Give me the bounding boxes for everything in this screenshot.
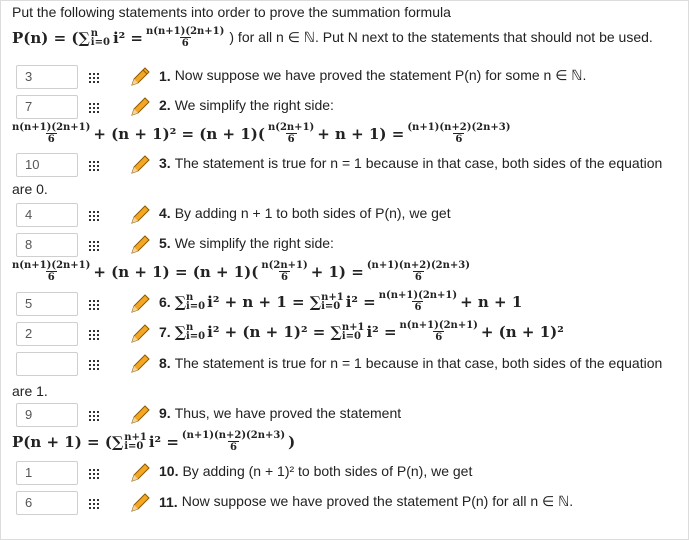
frac-num: n(n+1)(2n+1) <box>12 122 91 133</box>
drag-handle-icon[interactable] <box>89 409 101 421</box>
sum-sup: n <box>185 321 194 333</box>
statement-number: 4. <box>159 205 171 221</box>
statement-number: 10. <box>159 463 179 479</box>
frac-den: 6 <box>287 134 295 145</box>
fraction <box>407 122 510 145</box>
sum-sup: n+1 <box>341 321 365 333</box>
statement-number: 7. <box>159 323 171 340</box>
frac-num: (n+1)(n+2)(2n+3) <box>366 260 470 271</box>
order-input-9[interactable]: 9 <box>16 403 78 427</box>
math-text: + (n + 1)² <box>480 322 564 341</box>
sum-limits <box>186 293 205 311</box>
fraction <box>400 320 478 343</box>
statement-text: Now suppose we have proved the statement P(n) for some n ∈ ℕ. <box>174 67 587 83</box>
formula-sum-sup: n <box>90 27 99 39</box>
fraction <box>261 260 307 283</box>
sum-sup: n+1 <box>124 431 147 443</box>
fraction <box>367 260 470 283</box>
statement-number: 5. <box>159 235 171 251</box>
sum-sub: i=0 <box>185 300 206 312</box>
statement-text: The statement is true for n = 1 because in that case, both sides of the equation <box>174 355 663 371</box>
frac-num: n(n+1)(2n+1) <box>378 290 458 301</box>
math-text: i² = <box>345 292 376 311</box>
math-text: i² = <box>148 432 179 451</box>
frac-num: n(n+1)(2n+1) <box>12 260 91 271</box>
statement-number: 6. <box>159 293 171 310</box>
math-line-9 <box>12 430 295 453</box>
pencil-icon <box>129 353 151 375</box>
sum-limits <box>186 323 205 341</box>
formula-sum-limits <box>91 29 110 47</box>
frac-num: (n+1)(n+2)(2n+3) <box>407 122 511 133</box>
statement-number: 8. <box>159 355 171 371</box>
pencil-icon <box>129 154 151 176</box>
drag-handle-icon[interactable] <box>89 101 101 113</box>
math-text: + 1) = <box>310 262 364 281</box>
order-input-11[interactable]: 6 <box>16 491 78 515</box>
frac-den: 6 <box>47 272 55 283</box>
order-input-2[interactable]: 7 <box>16 95 78 119</box>
statement-text: By adding (n + 1)² to both sides of P(n), we get <box>182 463 473 479</box>
statement-2 <box>159 97 334 113</box>
sum-sub: i=0 <box>124 440 144 452</box>
pencil-icon <box>129 492 151 514</box>
math-text: + n + 1 <box>460 292 523 311</box>
sum-limits <box>124 433 147 451</box>
drag-handle-icon[interactable] <box>89 328 101 340</box>
statement-4 <box>159 205 451 221</box>
formula-lhs: P(n) = (∑ <box>12 28 90 47</box>
frac-den: 6 <box>230 442 237 453</box>
order-input-8[interactable] <box>16 352 78 376</box>
sum-sub: i=0 <box>341 330 361 342</box>
order-input-3[interactable]: 10 <box>16 153 78 177</box>
sum-sub: i=0 <box>321 300 341 312</box>
math-text: + (n + 1)² = (n + 1)( <box>93 124 265 143</box>
statement-number: 9. <box>159 405 171 421</box>
statement-number: 11. <box>159 493 178 510</box>
drag-handle-icon[interactable] <box>89 159 101 171</box>
statement-text: We simplify the right side: <box>174 97 334 113</box>
frac-den: 6 <box>414 302 422 313</box>
formula-frac-den: 6 <box>181 38 189 49</box>
pencil-icon <box>129 66 151 88</box>
statement-number: 2. <box>159 97 171 113</box>
formula-sum-sub: i=0 <box>90 36 110 48</box>
frac-num: n(2n+1) <box>261 260 308 271</box>
sum-sup: n <box>185 291 194 303</box>
order-input-6[interactable]: 5 <box>16 292 78 316</box>
frac-den: 6 <box>47 134 55 145</box>
pencil-icon <box>129 462 151 484</box>
sum-sup: n+1 <box>321 291 344 303</box>
pencil-icon <box>129 404 151 426</box>
drag-handle-icon[interactable] <box>89 71 101 83</box>
drag-handle-icon[interactable] <box>89 358 101 370</box>
instructions-formula <box>12 26 653 49</box>
math-text: i² + (n + 1)² = ∑ <box>207 322 342 341</box>
statement-9 <box>159 405 401 421</box>
statement-3-continuation: are 0. <box>12 181 48 197</box>
math-text: i² = <box>366 322 397 341</box>
math-text: P(n + 1) = (∑ <box>12 432 124 451</box>
fraction <box>268 122 314 145</box>
pencil-icon <box>129 323 151 345</box>
pencil-icon <box>129 204 151 226</box>
formula-fraction <box>146 26 224 49</box>
frac-den: 6 <box>455 134 463 145</box>
order-input-4[interactable]: 4 <box>16 203 78 227</box>
frac-den: 6 <box>414 272 422 283</box>
statement-10 <box>159 463 472 479</box>
statement-1 <box>159 67 586 84</box>
math-line-5 <box>12 260 473 283</box>
formula-mid: i² = <box>112 28 143 47</box>
statement-7 <box>159 320 564 343</box>
pencil-icon <box>129 293 151 315</box>
frac-num: (n+1)(n+2)(2n+3) <box>181 430 286 441</box>
statement-number: 3. <box>159 155 171 171</box>
math-text: i² + n + 1 = ∑ <box>207 292 322 311</box>
order-input-7[interactable]: 2 <box>16 322 78 346</box>
fraction <box>12 122 90 145</box>
order-input-1[interactable]: 3 <box>16 65 78 89</box>
math-line-2 <box>12 122 513 145</box>
statement-number: 1. <box>159 67 171 84</box>
statement-3 <box>159 155 662 171</box>
math-text: ∑ <box>174 322 186 341</box>
math-text: ) <box>288 432 296 451</box>
statement-6 <box>159 290 522 313</box>
statement-11 <box>159 493 573 510</box>
sum-sub: i=0 <box>185 330 206 342</box>
drag-handle-icon[interactable] <box>89 239 101 251</box>
math-text: + (n + 1) = (n + 1)( <box>93 262 259 281</box>
statement-text: Now suppose we have proved the statement P(n) for all n ∈ ℕ. <box>181 493 574 509</box>
fraction <box>182 430 285 453</box>
instructions-line1: Put the following statements into order to prove the summation formula <box>12 4 451 20</box>
frac-den: 6 <box>435 332 443 343</box>
statement-text: Thus, we have proved the statement <box>174 405 402 421</box>
drag-handle-icon[interactable] <box>89 467 101 479</box>
math-text: + n + 1) = <box>317 124 405 143</box>
statement-5 <box>159 235 334 251</box>
sum-limits <box>321 293 344 311</box>
drag-handle-icon[interactable] <box>89 298 101 310</box>
order-input-5[interactable]: 8 <box>16 233 78 257</box>
sum-limits <box>342 323 365 341</box>
pencil-icon <box>129 234 151 256</box>
statement-8-continuation: are 1. <box>12 383 48 399</box>
frac-num: n(n+1)(2n+1) <box>399 320 478 331</box>
frac-den: 6 <box>281 272 289 283</box>
drag-handle-icon[interactable] <box>89 497 101 509</box>
frac-num: n(2n+1) <box>267 122 315 133</box>
statement-8 <box>159 355 662 371</box>
math-text: ∑ <box>174 292 186 311</box>
pencil-icon <box>129 96 151 118</box>
fraction <box>379 290 457 313</box>
instructions-line2-tail: ) for all n ∈ ℕ. Put N next to the statements that should not be used. <box>229 29 653 45</box>
statement-text: The statement is true for n = 1 because in that case, both sides of the equation <box>174 155 663 171</box>
statement-text: We simplify the right side: <box>174 235 334 251</box>
drag-handle-icon[interactable] <box>89 209 101 221</box>
statement-text: By adding n + 1 to both sides of P(n), we get <box>174 205 451 221</box>
fraction <box>12 260 90 283</box>
order-input-10[interactable]: 1 <box>16 461 78 485</box>
formula-frac-num: n(n+1)(2n+1) <box>146 26 225 37</box>
